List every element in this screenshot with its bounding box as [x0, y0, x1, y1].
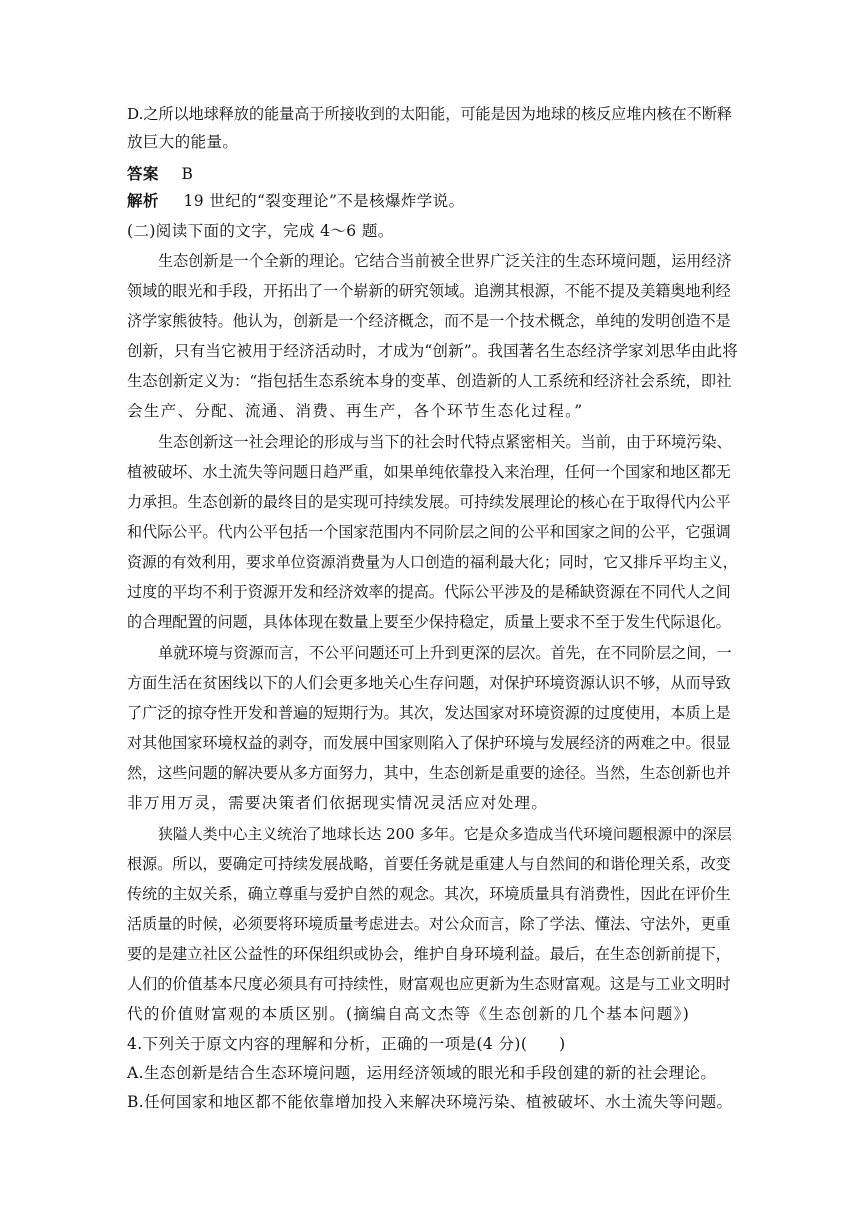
passage-line: 力承担。生态创新的最终目的是实现可持续发展。可持续发展理论的核心在于取得代内公平	[127, 493, 731, 511]
passage-line: 和代际公平。代内公平包括一个国家范围内不同阶层之间的公平和国家之间的公平，它强调	[127, 523, 731, 541]
passage-line: 会生产、分配、流通、消费、再生产，各个环节生态化过程。”	[127, 402, 584, 420]
passage-line: 对其他国家环境权益的剥夺，而发展中国家则陷入了保护环境与发展经济的两难之中。很显	[127, 734, 731, 752]
analysis-label: 解析	[127, 192, 159, 210]
passage-line: 非万用万灵，需要决策者们依据现实情况灵活应对处理。	[127, 794, 549, 812]
passage-line: 单就环境与资源而言，不公平问题还可上升到更深的层次。首先，在不同阶层之间，一	[158, 644, 732, 662]
passage-line: 人们的价值基本尺度必须具有可持续性，财富观也应更新为生态财富观。这是与工业文明时	[127, 975, 731, 993]
passage-line: 要的是建立社区公益性的环保组织或协会，维护自身环境利益。最后，在生态创新前提下，	[127, 945, 731, 963]
passage-line: 了广泛的掠夺性开发和普遍的短期行为。其次，发达国家对环境资源的过度使用，本质上是	[127, 704, 731, 722]
passage-line: 生态创新是一个全新的理论。它结合当前被全世界广泛关注的生态环境问题，运用经济	[158, 252, 732, 270]
answer-value: B	[181, 165, 194, 183]
passage-line: 活质量的时候，必须要将环境质量考虑进去。对公众而言，除了学法、懂法、守法外，更重	[127, 915, 731, 933]
passage-line: 狭隘人类中心主义统治了地球长达 200 多年。它是众多造成当代环境问题根源中的深层	[158, 825, 732, 843]
passage-line: 创新，只有当它被用于经济活动时，才成为“创新”。我国著名生态经济学家刘思华由此将	[127, 342, 738, 360]
analysis-text: 19 世纪的“裂变理论”不是核爆炸学说。	[183, 192, 465, 210]
passage-line: 领域的眼光和手段，开拓出了一个崭新的研究领域。追溯其根源，不能不提及美籍奥地利经	[127, 282, 731, 300]
passage-line: 资源的有效利用，要求单位资源消费量为人口创造的福利最大化；同时，它又排斥平均主义，	[127, 553, 738, 571]
passage-line: 过度的平均不利于资源开发和经济效率的提高。代际公平涉及的是稀缺资源在不同代人之间	[127, 583, 731, 601]
passage-line: 然，这些问题的解决要从多方面努力，其中，生态创新是重要的途径。当然，生态创新也并	[127, 764, 731, 782]
passage-line-source: 代的价值财富观的本质区别。(摘编自高文杰等《生态创新的几个基本问题》)	[127, 1005, 691, 1023]
option-d-line-2: 放巨大的能量。	[127, 133, 239, 151]
section-heading: (二)阅读下面的文字，完成 4～6 题。	[127, 222, 394, 240]
answer-label: 答案	[127, 165, 159, 183]
option-d-line-1: D.之所以地球释放的能量高于所接收到的太阳能，可能是因为地球的核反应堆内核在不断释	[127, 105, 733, 123]
question-4-option-b: B.任何国家和地区都不能依靠增加投入来解决环境污染、植被破坏、水土流失等问题。	[127, 1093, 733, 1111]
passage-line: 的合理配置的问题，具体体现在数量上要至少保持稳定，质量上要求不至于发生代际退化。	[127, 613, 731, 631]
passage-line: 植被破坏、水土流失等问题日趋严重，如果单纯依靠投入来治理，任何一个国家和地区都无	[127, 463, 731, 481]
question-4-option-a: A.生态创新是结合生态环境问题，运用经济领域的眼光和手段创建的新的社会理论。	[127, 1064, 717, 1082]
analysis-row	[127, 190, 737, 212]
passage-line: 传统的主奴关系，确立尊重与爱护自然的观念。其次，环境质量具有消费性，因此在评价生	[127, 885, 731, 903]
passage-line: 生态创新定义为：“指包括生态系统本身的变革、创造新的人工系统和经济社会系统，即社	[127, 372, 732, 390]
question-4-stem: 4.下列关于原文内容的理解和分析，正确的一项是(4 分)( )	[127, 1035, 566, 1053]
passage-line: 济学家熊彼特。他认为，创新是一个经济概念，而不是一个技术概念，单纯的发明创造不是	[127, 312, 731, 330]
answer-row	[127, 163, 737, 185]
passage-line: 生态创新这一社会理论的形成与当下的社会时代特点紧密相关。当前，由于环境污染、	[158, 433, 732, 451]
passage-line: 根源。所以，要确定可持续发展战略，首要任务就是重建人与自然间的和谐伦理关系，改变	[127, 855, 731, 873]
passage-line: 方面生活在贫困线以下的人们会更多地关心生存问题，对保护环境资源认识不够，从而导致	[127, 674, 731, 692]
